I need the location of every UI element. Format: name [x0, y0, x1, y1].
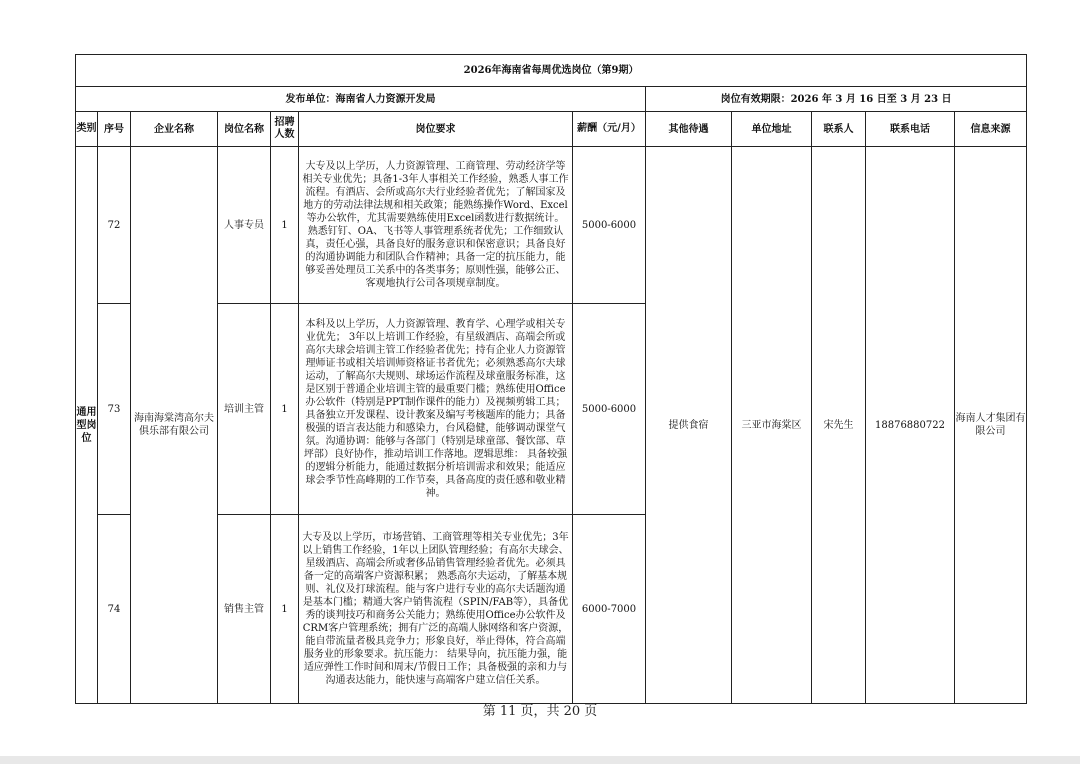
source-cell: 海南人才集团有限公司: [955, 147, 1027, 704]
header-benefits: 其他待遇: [646, 112, 732, 147]
position-cell: 人事专员: [218, 147, 271, 304]
validity-period: 岗位有效期限：2026 年 3 月 16 日至 3 月 23 日: [646, 87, 1027, 112]
header-address: 单位地址: [732, 112, 812, 147]
phone-cell: 18876880722: [866, 147, 955, 704]
header-requirements: 岗位要求: [299, 112, 573, 147]
header-position: 岗位名称: [218, 112, 271, 147]
seq-cell: 73: [98, 304, 131, 515]
headcount-cell: 1: [271, 515, 299, 704]
position-cell: 培训主管: [218, 304, 271, 515]
seq-cell: 72: [98, 147, 131, 304]
header-seq: 序号: [98, 112, 131, 147]
salary-cell: 5000-6000: [573, 147, 646, 304]
header-headcount: 招聘人数: [271, 112, 299, 147]
headcount-cell: 1: [271, 304, 299, 515]
contact-cell: 宋先生: [812, 147, 866, 704]
seq-cell: 74: [98, 515, 131, 704]
header-company: 企业名称: [131, 112, 218, 147]
headcount-cell: 1: [271, 147, 299, 304]
requirements-cell: 本科及以上学历，人力资源管理、教育学、心理学或相关专业优先； 3年以上培训工作经验，有星级酒店、高端会所或高尔夫球会培训主管工作经验者优先；持有企业人力资源管理师证书或相关培训师资格证书者优先；必须熟悉高尔夫球运动，了解高尔夫规则、球场运作流程及球童服务标准，这是区别于普通企业培训主管的最重要门槛；熟练使用Office办公软件（特别是PPT制作课件的能力）及视频剪辑工具；具备独立开发课程、设计教案及编写考核题库的能力；具备极强的语言表达能力和感染力，台风稳健，能够调动课堂气氛。沟通协调：能够与各部门（特别是球童部、餐饮部、草坪部）良好协作，推动培训工作落地。逻辑思维： 具备较强的逻辑分析能力，能通过数据分析培训需求和效果；能适应球会季节性高峰期的工作节奏，具备高度的责任感和敬业精神。: [299, 304, 573, 515]
address-cell: 三亚市海棠区: [732, 147, 812, 704]
header-contact: 联系人: [812, 112, 866, 147]
position-cell: 销售主管: [218, 515, 271, 704]
header-source: 信息来源: [955, 112, 1027, 147]
requirements-cell: 大专及以上学历，市场营销、工商管理等相关专业优先；3年以上销售工作经验，1年以上团队管理经验；有高尔夫球会、星级酒店、高端会所或奢侈品销售管理经验者优先。必须具备一定的高端客户资源积累； 熟悉高尔夫运动，了解基本规则、礼仪及打球流程。能与客户进行专业的高尔夫话题沟通是基本门槛；精通大客户销售流程（SPIN/FAB等），具备优秀的谈判技巧和商务公关能力；熟练使用Office办公软件及CRM客户管理系统；拥有广泛的高端人脉网络和客户资源，能自带流量者极具竞争力；形象良好，举止得体，符合高端服务业的形象要求。抗压能力： 结果导向，抗压能力强，能适应弹性工作时间和周末/节假日工作；具备极强的亲和力与沟通表达能力，能快速与高端客户建立信任关系。: [299, 515, 573, 704]
publisher: 发布单位：海南省人力资源开发局: [76, 87, 646, 112]
header-category: 类别: [76, 112, 98, 147]
job-table: [75, 54, 1027, 704]
salary-cell: 5000-6000: [573, 304, 646, 515]
category-cell: 通用型岗位: [76, 147, 98, 704]
salary-cell: 6000-7000: [573, 515, 646, 704]
table-row: [76, 147, 1027, 304]
benefits-cell: 提供食宿: [646, 147, 732, 704]
document-title: 2026年海南省每周优选岗位（第9期）: [76, 55, 1027, 87]
page-number: 第 11 页，共 20 页: [482, 704, 598, 719]
header-salary: 薪酬（元/月）: [573, 112, 646, 147]
header-phone: 联系电话: [866, 112, 955, 147]
page-bottom-divider: [0, 756, 1080, 764]
requirements-cell: 大专及以上学历，人力资源管理、工商管理、劳动经济学等相关专业优先；具备1-3年人事相关工作经验，熟悉人事工作流程。有酒店、会所或高尔夫行业经验者优先；了解国家及地方的劳动法律法规和相关政策；能熟练操作Word、Excel等办公软件，尤其需要熟练使用Excel函数进行数据统计。熟悉钉钉、OA、飞书等人事管理系统者优先；工作细致认真，责任心强，具备良好的服务意识和保密意识；具备良好的沟通协调能力和团队合作精神；具备一定的抗压能力，能够妥善处理员工关系中的各类事务；原则性强，能够公正、客观地执行公司各项规章制度。: [299, 147, 573, 304]
company-cell: 海南海棠湾高尔夫俱乐部有限公司: [131, 147, 218, 704]
